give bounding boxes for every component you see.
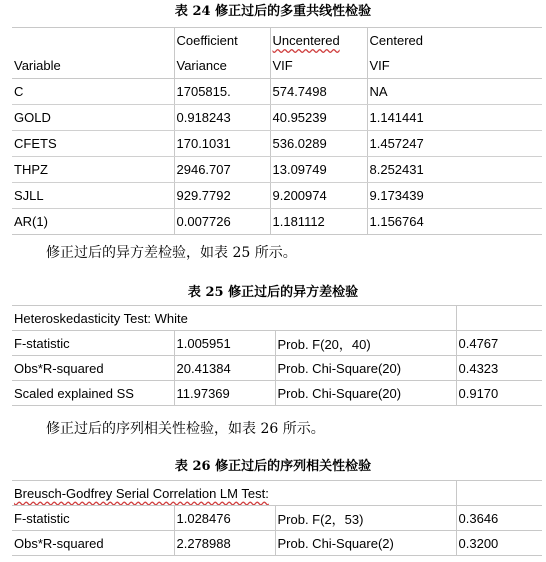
stat-value-cell: 20.41384 [174, 356, 275, 381]
prob-value-cell: 0.3646 [456, 506, 542, 531]
prob-label-cell: Prob. F(2，53) [275, 506, 456, 531]
prob-value-cell: 0.4323 [456, 356, 542, 381]
prob-value-cell: 0.4767 [456, 331, 542, 356]
table-title: Heteroskedasticity Test: White [12, 306, 456, 331]
header-cell: Uncentered [270, 28, 367, 54]
table-row [12, 131, 542, 157]
variable-cell: GOLD [12, 105, 174, 131]
value-cell: 1.156764 [367, 209, 542, 235]
value-cell: 536.0289 [270, 131, 367, 157]
stat-value-cell: 1.028476 [174, 506, 275, 531]
table-26-serial-correlation [12, 480, 542, 556]
prob-value-cell: 0.3200 [456, 531, 542, 556]
value-cell: 929.7792 [174, 183, 270, 209]
table-row [12, 506, 542, 531]
variable-cell: CFETS [12, 131, 174, 157]
header-cell: Centered [367, 28, 542, 54]
value-cell: 1.457247 [367, 131, 542, 157]
empty-cell [456, 306, 542, 331]
table-row [12, 381, 542, 406]
table-row [12, 183, 542, 209]
table-row [12, 209, 542, 235]
stat-value-cell: 11.97369 [174, 381, 275, 406]
table-25-caption: 表 25 修正过后的异方差检验 [187, 285, 359, 300]
prob-label-cell: Prob. Chi-Square(20) [275, 356, 456, 381]
table-title-row [12, 306, 542, 331]
value-cell: 574.7498 [270, 79, 367, 105]
paragraph-table-26-intro: 修正过后的序列相关性检验，如表 26 所示。 [46, 421, 325, 437]
stat-name-cell: Obs*R-squared [12, 531, 174, 556]
table-title: Breusch-Godfrey Serial Correlation LM Test: [12, 481, 456, 506]
variable-cell: THPZ [12, 157, 174, 183]
value-cell: 0.007726 [174, 209, 270, 235]
table-24-multicollinearity [12, 27, 542, 235]
value-cell: 40.95239 [270, 105, 367, 131]
prob-value-cell: 0.9170 [456, 381, 542, 406]
table-row [12, 157, 542, 183]
table-row [12, 105, 542, 131]
variable-cell: SJLL [12, 183, 174, 209]
table-row [12, 331, 542, 356]
header-cell: Coefficient [174, 28, 270, 54]
stat-value-cell: 2.278988 [174, 531, 275, 556]
stat-name-cell: Obs*R-squared [12, 356, 174, 381]
value-cell: 9.200974 [270, 183, 367, 209]
prob-label-cell: Prob. F(20，40) [275, 331, 456, 356]
header-cell: VIF [270, 53, 367, 79]
stat-value-cell: 1.005951 [174, 331, 275, 356]
value-cell: 1.181112 [270, 209, 367, 235]
table-header-row [12, 28, 542, 54]
table-25-heteroskedasticity [12, 305, 542, 406]
header-cell [12, 28, 174, 54]
table-row [12, 79, 542, 105]
table-row [12, 356, 542, 381]
value-cell: 1.141441 [367, 105, 542, 131]
stat-name-cell: F-statistic [12, 331, 174, 356]
empty-cell [456, 481, 542, 506]
value-cell: 8.252431 [367, 157, 542, 183]
stat-name-cell: F-statistic [12, 506, 174, 531]
header-cell: Variable [12, 53, 174, 79]
variable-cell: C [12, 79, 174, 105]
stat-name-cell: Scaled explained SS [12, 381, 174, 406]
value-cell: 0.918243 [174, 105, 270, 131]
table-header-row [12, 53, 542, 79]
table-26-caption: 表 26 修正过后的序列相关性检验 [174, 459, 372, 474]
value-cell: 1705815. [174, 79, 270, 105]
table-title-row [12, 481, 542, 506]
header-cell: Variance [174, 53, 270, 79]
table-24-caption: 表 24 修正过后的多重共线性检验 [174, 4, 372, 19]
prob-label-cell: Prob. Chi-Square(20) [275, 381, 456, 406]
table-row [12, 531, 542, 556]
value-cell: 13.09749 [270, 157, 367, 183]
prob-label-cell: Prob. Chi-Square(2) [275, 531, 456, 556]
value-cell: NA [367, 79, 542, 105]
value-cell: 170.1031 [174, 131, 270, 157]
variable-cell: AR(1) [12, 209, 174, 235]
value-cell: 9.173439 [367, 183, 542, 209]
header-cell: VIF [367, 53, 542, 79]
paragraph-table-25-intro: 修正过后的异方差检验，如表 25 所示。 [46, 245, 297, 261]
value-cell: 2946.707 [174, 157, 270, 183]
